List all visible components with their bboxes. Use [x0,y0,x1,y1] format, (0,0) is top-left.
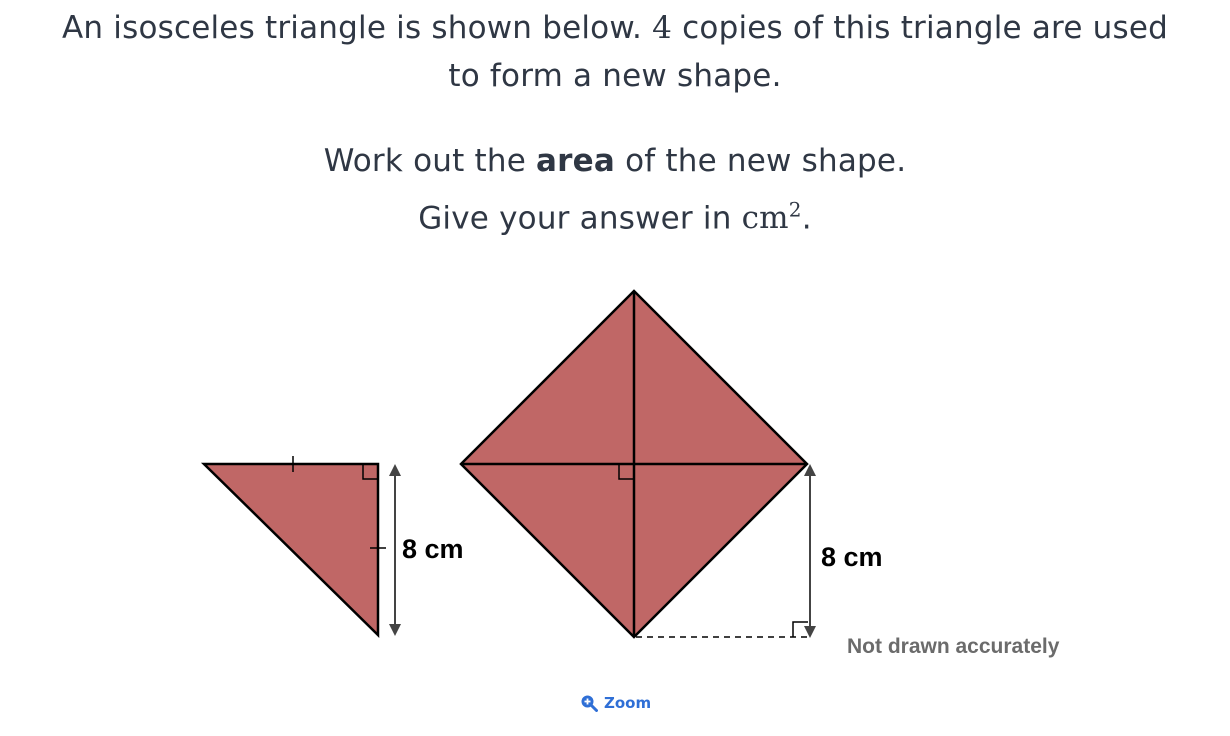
question-text: Work out the [323,143,526,179]
arrow-head-down [389,624,401,636]
arrow-head-down [804,626,816,638]
zoom-in-icon [580,694,598,712]
arrow-head-up [389,464,401,476]
unit-exponent: 2 [788,198,802,222]
zoom-button[interactable] [580,694,651,712]
copy-count: 4 [652,10,673,46]
unit-base: cm [741,200,789,237]
question-text: . [801,200,812,237]
question-text: of the new shape. [625,143,907,179]
square-height-label: 8 cm [821,542,883,572]
not-drawn-accurately-note: Not drawn accurately [847,635,1060,658]
question-text: Give your answer in [418,200,732,237]
question-text: to form a new shape. [448,58,782,94]
triangle-height-label: 8 cm [402,534,464,564]
emphasis-area: area [536,143,615,179]
isosceles-triangle [204,464,378,635]
question-text: An isosceles triangle is shown below. [61,10,643,46]
zoom-label: Zoom [604,694,652,712]
question-text: copies of this triangle are used [682,10,1168,46]
